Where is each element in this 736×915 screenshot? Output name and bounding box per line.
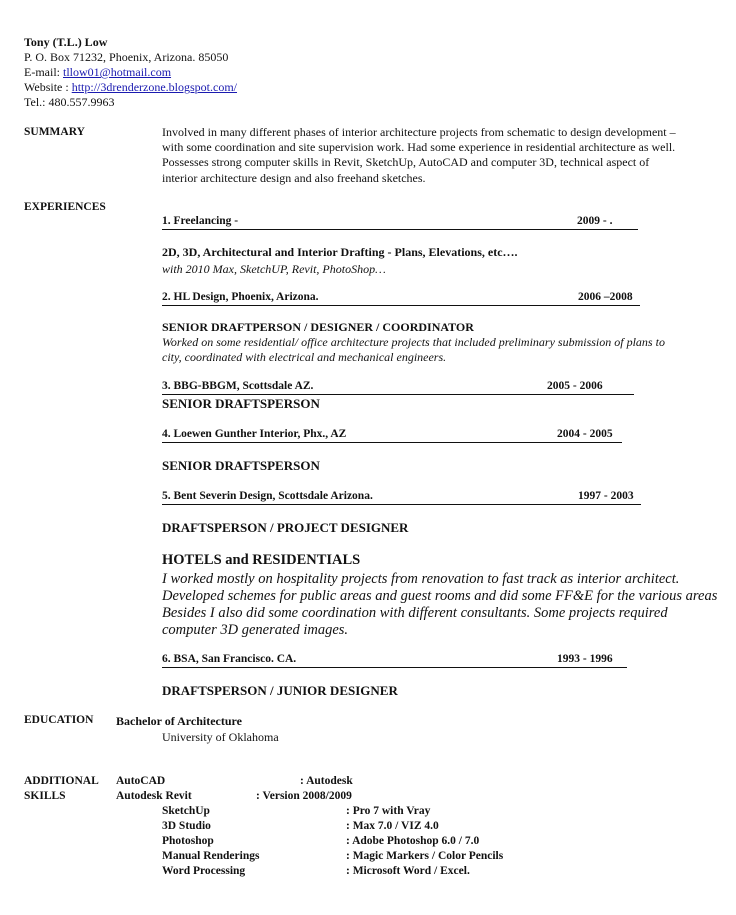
job-title-3: SENIOR DRAFTSPERSON <box>162 396 320 411</box>
job-header-6 <box>162 653 627 668</box>
job-title-6: DRAFTSPERSON / JUNIOR DESIGNER <box>162 683 398 698</box>
skill-name: Autodesk Revit <box>116 790 192 802</box>
education-degree: Bachelor of Architecture <box>116 714 242 728</box>
job-title-5: DRAFTSPERSON / PROJECT DESIGNER <box>162 520 409 535</box>
skill-name: 3D Studio <box>162 820 211 832</box>
job-company: 4. Loewen Gunther Interior, Phx., AZ <box>162 428 347 440</box>
skill-name: AutoCAD <box>116 775 166 787</box>
summary-line: interior architecture design and also freehand sketches. <box>162 171 426 185</box>
job-header-5 <box>162 490 641 505</box>
website-label: Website : <box>24 80 72 94</box>
job-dates: 2004 - 2005 <box>557 428 613 440</box>
job-company: 6. BSA, San Francisco. CA. <box>162 653 297 665</box>
summary-heading: SUMMARY <box>24 126 85 138</box>
education-heading: EDUCATION <box>24 714 94 726</box>
skill-value: : Adobe Photoshop 6.0 / 7.0 <box>346 835 480 847</box>
applicant-name: Tony (T.L.) Low <box>24 35 108 49</box>
email-label: E-mail: <box>24 65 63 79</box>
job-dates: 2009 - . <box>577 215 613 227</box>
education-school: University of Oklahoma <box>162 730 279 744</box>
email-link[interactable]: tllow01@hotmail.com <box>63 65 172 79</box>
job-header-4 <box>162 428 622 443</box>
job-desc-5: I worked mostly on hospitality projects from renovation to fast track as interior architect. <box>162 571 680 587</box>
skill-value: : Magic Markers / Color Pencils <box>346 850 504 862</box>
skill-value: : Max 7.0 / VIZ 4.0 <box>346 820 439 832</box>
job-dates: 1993 - 1996 <box>557 653 613 665</box>
job-title-1: 2D, 3D, Architectural and Interior Drafting - Plans, Elevations, etc…. <box>162 245 518 259</box>
job-company: 5. Bent Severin Design, Scottsdale Arizona. <box>162 490 373 502</box>
job-dates: 2005 - 2006 <box>547 380 603 392</box>
job-header-3 <box>162 380 634 395</box>
job-company: 3. BBG-BBGM, Scottsdale AZ. <box>162 380 314 392</box>
job-company: 2. HL Design, Phoenix, Arizona. <box>162 291 319 303</box>
job-subtitle-5: HOTELS and RESIDENTIALS <box>162 552 361 568</box>
skill-name: SketchUp <box>162 805 210 817</box>
job-title-4: SENIOR DRAFTSPERSON <box>162 458 320 473</box>
summary-line: Involved in many different phases of interior architecture projects from schematic to design development – <box>162 125 676 139</box>
job-desc-2: Worked on some residential/ office architecture projects that included preliminary submission of plans to <box>162 335 665 349</box>
skill-name: Photoshop <box>162 835 214 847</box>
skill-name: Manual Renderings <box>162 850 260 862</box>
skill-value: : Autodesk <box>300 775 353 787</box>
job-desc-2: city, coordinated with electrical and mechanical engineers. <box>162 350 447 364</box>
job-desc-5: Besides I also did some coordination with different consultants. Some projects required <box>162 605 668 621</box>
skills-heading: ADDITIONAL <box>24 775 99 787</box>
website-line <box>24 80 237 95</box>
summary-line: Possesses strong computer skills in Revit, SketchUp, AutoCAD and computer 3D, technical aspect of <box>162 155 650 169</box>
skill-name: Word Processing <box>162 865 246 877</box>
postal-address: P. O. Box 71232, Phoenix, Arizona. 85050 <box>24 50 229 64</box>
job-header-1 <box>162 215 638 230</box>
job-dates: 1997 - 2003 <box>578 490 634 502</box>
summary-line: with some coordination and site supervision work. Had some experience in residential architecture as well. <box>162 140 676 154</box>
email-line <box>24 65 171 80</box>
skill-value: : Pro 7 with Vray <box>346 805 431 817</box>
job-header-2 <box>162 291 640 306</box>
job-dates: 2006 –2008 <box>578 291 633 303</box>
job-desc-5: computer 3D generated images. <box>162 622 349 638</box>
skill-value: : Microsoft Word / Excel. <box>346 865 470 877</box>
job-title-2: SENIOR DRAFTPERSON / DESIGNER / COORDINATOR <box>162 320 474 334</box>
telephone: Tel.: 480.557.9963 <box>24 95 115 109</box>
skill-value: : Version 2008/2009 <box>256 790 352 802</box>
skills-heading: SKILLS <box>24 790 66 802</box>
website-link[interactable]: http://3drenderzone.blogspot.com/ <box>71 80 238 94</box>
experiences-heading: EXPERIENCES <box>24 201 106 213</box>
job-company: 1. Freelancing - <box>162 215 239 227</box>
job-desc-5: Developed schemes for public areas and guest rooms and did some FF&E for the various areas <box>162 588 718 604</box>
job-desc-1: with 2010 Max, SketchUP, Revit, PhotoShop… <box>162 262 386 276</box>
